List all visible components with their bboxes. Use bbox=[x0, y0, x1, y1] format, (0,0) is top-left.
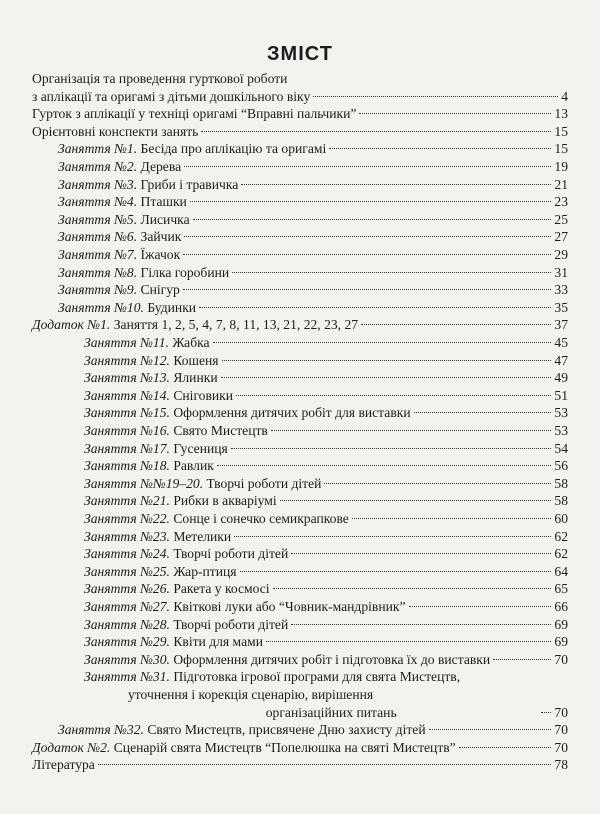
dot-leader bbox=[236, 395, 551, 396]
toc-entry: Заняття №24. Творчі роботи дітей 62 bbox=[84, 546, 568, 562]
dot-leader bbox=[359, 113, 551, 114]
toc-entry-continuation: уточнення і корекція сценарію, вирішення bbox=[128, 687, 374, 702]
toc-entry: Заняття №14. Сніговики 51 bbox=[84, 387, 568, 403]
dot-leader bbox=[352, 518, 552, 519]
page-number: 69 bbox=[554, 616, 568, 632]
entry-label: Заняття №1. bbox=[58, 141, 138, 157]
page-number: 56 bbox=[554, 458, 568, 474]
page-number: 78 bbox=[554, 757, 568, 773]
entry-label: Заняття №11. bbox=[84, 335, 169, 350]
toc-entry: Заняття №27. Квіткові луки або “Човник-мандрівник” 66 bbox=[84, 599, 568, 614]
entry-label: Заняття №28. bbox=[84, 616, 170, 632]
entry-label: Заняття №15. bbox=[84, 405, 170, 421]
entry-label: Заняття №24. bbox=[84, 546, 170, 562]
entry-label: Заняття №16. bbox=[84, 423, 170, 438]
entry-label: Заняття №6. bbox=[58, 229, 138, 245]
toc-entry: Заняття №7. Їжачок 29 bbox=[58, 247, 568, 262]
entry-label: Заняття №18. bbox=[84, 458, 170, 474]
page-number: 4 bbox=[561, 88, 568, 104]
entry-label: Заняття №9. bbox=[58, 282, 138, 298]
toc-entry: Заняття №12. Кошеня 47 bbox=[84, 352, 568, 368]
page-number: 19 bbox=[554, 159, 568, 174]
page-number: 49 bbox=[554, 370, 568, 386]
page-number: 13 bbox=[554, 106, 568, 122]
toc-entry: Заняття №25. Жар-птиця 64 bbox=[84, 563, 568, 579]
entry-label: Заняття №21. bbox=[84, 493, 170, 509]
page-number: 70 bbox=[554, 651, 568, 667]
dot-leader bbox=[241, 184, 551, 185]
dot-leader bbox=[98, 764, 552, 765]
page-number: 70 bbox=[554, 739, 568, 755]
toc-entry: Заняття №8. Гілка горобини 31 bbox=[58, 264, 568, 280]
toc-entry: Заняття №15. Оформлення дитячих робіт для виставки 53 bbox=[84, 405, 568, 421]
dot-leader bbox=[291, 624, 551, 625]
dot-leader bbox=[273, 588, 552, 589]
toc-entry: Заняття №11. Жабка 45 bbox=[84, 335, 568, 350]
entry-label: Додаток №1. bbox=[32, 317, 111, 333]
dot-leader bbox=[232, 272, 551, 273]
dot-leader bbox=[199, 307, 551, 308]
toc-entry: Заняття №16. Свято Мистецтв 53 bbox=[84, 423, 568, 438]
toc-entry: Організація та проведення гурткової роботи bbox=[32, 71, 288, 86]
toc-entry: Заняття №5. Лисичка 25 bbox=[58, 211, 568, 227]
toc-entry: Додаток №2. Сценарій свята Мистецтв “Попелюшка на святі Мистецтв” 70 bbox=[32, 739, 568, 755]
entry-label: Заняття №10. bbox=[58, 299, 144, 315]
page-number: 31 bbox=[554, 264, 568, 280]
page-number: 51 bbox=[554, 387, 568, 403]
toc-entry: Заняття №30. Оформлення дитячих робіт і підготовка їх до виставки 70 bbox=[84, 651, 568, 667]
toc-entry: Заняття №29. Квіти для мами 69 bbox=[84, 634, 568, 650]
page-number: 45 bbox=[554, 335, 568, 350]
entry-label: Заняття №25. bbox=[84, 563, 170, 579]
dot-leader bbox=[280, 500, 552, 501]
page-number: 37 bbox=[554, 317, 568, 333]
toc-entry: Заняття №4. Пташки 23 bbox=[58, 194, 568, 210]
page-number: 58 bbox=[554, 493, 568, 509]
dot-leader bbox=[213, 342, 552, 343]
dot-leader bbox=[231, 448, 552, 449]
toc-entry: Література 78 bbox=[32, 757, 568, 773]
dot-leader bbox=[240, 571, 552, 572]
page-number: 27 bbox=[554, 229, 568, 245]
dot-leader bbox=[329, 148, 551, 149]
toc-entry: Заняття №13. Ялинки 49 bbox=[84, 370, 568, 386]
toc-entry: Гурток з аплікації у техніці оригамі “Вправні пальчики” 13 bbox=[32, 106, 568, 122]
entry-label: Заняття №3. bbox=[58, 176, 138, 192]
toc-entry: Заняття №18. Равлик 56 bbox=[84, 458, 568, 474]
page-number: 53 bbox=[554, 405, 568, 421]
dot-leader bbox=[266, 641, 551, 642]
entry-label: Заняття №29. bbox=[84, 634, 170, 650]
dot-leader bbox=[201, 131, 551, 132]
dot-leader bbox=[313, 96, 558, 97]
entry-label: Заняття №23. bbox=[84, 528, 170, 544]
toc-entry: Заняття №6. Зайчик 27 bbox=[58, 229, 568, 245]
page-number: 64 bbox=[554, 563, 568, 579]
page-number: 62 bbox=[554, 528, 568, 544]
entry-label: Заняття №27. bbox=[84, 599, 170, 614]
page-number: 53 bbox=[554, 423, 568, 438]
entry-label: Заняття №32. bbox=[58, 722, 144, 738]
show-through-text bbox=[60, 2, 550, 28]
toc-entry: Заняття №21. Рибки в акваріумі 58 bbox=[84, 493, 568, 509]
entry-label: Заняття №8. bbox=[58, 264, 138, 280]
entry-label: Заняття №31. bbox=[84, 669, 170, 685]
toc-entry: Заняття №17. Гусениця 54 bbox=[84, 440, 568, 456]
dot-leader bbox=[429, 729, 552, 730]
entry-label: Заняття №26. bbox=[84, 581, 170, 597]
dot-leader bbox=[217, 465, 552, 466]
entry-label: Заняття №7. bbox=[58, 247, 138, 262]
page-number: 47 bbox=[554, 352, 568, 368]
page-number: 35 bbox=[554, 299, 568, 315]
page-number: 33 bbox=[554, 282, 568, 298]
dot-leader bbox=[361, 324, 551, 325]
entry-label: Заняття №17. bbox=[84, 440, 170, 456]
page-number: 58 bbox=[554, 475, 568, 491]
toc-entry: з аплікації та оригамі з дітьми дошкільного віку 4 bbox=[32, 88, 568, 104]
toc-entry: Заняття №3. Гриби і травичка 21 bbox=[58, 176, 568, 192]
page-number: 66 bbox=[554, 599, 568, 614]
dot-leader bbox=[234, 536, 551, 537]
dot-leader bbox=[459, 747, 552, 748]
toc-entry: Заняття №26. Ракета у космосі 65 bbox=[84, 581, 568, 597]
toc-entry: Заняття №№19–20. Творчі роботи дітей 58 bbox=[84, 475, 568, 491]
entry-label: Заняття №12. bbox=[84, 352, 170, 368]
dot-leader bbox=[414, 412, 552, 413]
dot-leader bbox=[184, 236, 551, 237]
page-number: 23 bbox=[554, 194, 568, 210]
toc-entry: Додаток №1. Заняття 1, 2, 5, 4, 7, 8, 11, 13, 21, 22, 23, 27 37 bbox=[32, 317, 568, 333]
dot-leader bbox=[221, 377, 552, 378]
toc-entry: Заняття №22. Сонце і сонечко семикрапкове 60 bbox=[84, 511, 568, 526]
dot-leader bbox=[183, 254, 551, 255]
entry-label: Заняття №5. bbox=[58, 211, 138, 227]
dot-leader bbox=[193, 219, 552, 220]
entry-label: Заняття №№19–20. bbox=[84, 475, 204, 491]
entry-label: Заняття №13. bbox=[84, 370, 170, 386]
dot-leader bbox=[190, 201, 552, 202]
dot-leader bbox=[324, 483, 551, 484]
toc-entry: Заняття №1. Бесіда про аплікацію та оригамі 15 bbox=[58, 141, 568, 157]
entry-label: Заняття №30. bbox=[84, 651, 170, 667]
toc-entry: Заняття №2. Дерева 19 bbox=[58, 159, 568, 174]
entry-label: Заняття №14. bbox=[84, 387, 170, 403]
dot-leader bbox=[184, 166, 551, 167]
page-number: 15 bbox=[554, 123, 568, 139]
toc-entry: Заняття №28. Творчі роботи дітей 69 bbox=[84, 616, 568, 632]
entry-label: Додаток №2. bbox=[32, 739, 111, 755]
page-number: 60 bbox=[554, 511, 568, 526]
toc-entry: Заняття №32. Свято Мистецтв, присвячене Дню захисту дітей 70 bbox=[58, 722, 568, 738]
toc-entry: Заняття №23. Метелики 62 bbox=[84, 528, 568, 544]
page-number: 15 bbox=[554, 141, 568, 157]
toc-entry: Орієнтовні конспекти занять 15 bbox=[32, 123, 568, 139]
entry-label: Заняття №4. bbox=[58, 194, 138, 210]
page-number: 21 bbox=[554, 176, 568, 192]
dot-leader bbox=[291, 553, 551, 554]
toc-entry-continuation: організаційних питань 70 bbox=[265, 704, 568, 720]
page-number: 65 bbox=[554, 581, 568, 597]
page-number: 70 bbox=[554, 704, 568, 720]
entry-label: Заняття №22. bbox=[84, 511, 170, 526]
toc-entry: Заняття №31. Підготовка ігрової програми для свята Мистецтв, bbox=[84, 669, 461, 685]
toc-entry: Заняття №9. Снігур 33 bbox=[58, 282, 568, 298]
dot-leader bbox=[541, 712, 551, 713]
page-number: 29 bbox=[554, 247, 568, 262]
page-number: 62 bbox=[554, 546, 568, 562]
dot-leader bbox=[183, 289, 552, 290]
dot-leader bbox=[222, 360, 552, 361]
entry-label: Заняття №2. bbox=[58, 159, 138, 174]
page-number: 69 bbox=[554, 634, 568, 650]
toc-entry: Заняття №10. Будинки 35 bbox=[58, 299, 568, 315]
dot-leader bbox=[493, 659, 551, 660]
page-number: 70 bbox=[554, 722, 568, 738]
page-title: ЗМІСТ bbox=[267, 43, 333, 66]
dot-leader bbox=[271, 430, 552, 431]
page-number: 25 bbox=[554, 211, 568, 227]
page-number: 54 bbox=[554, 440, 568, 456]
dot-leader bbox=[409, 606, 552, 607]
